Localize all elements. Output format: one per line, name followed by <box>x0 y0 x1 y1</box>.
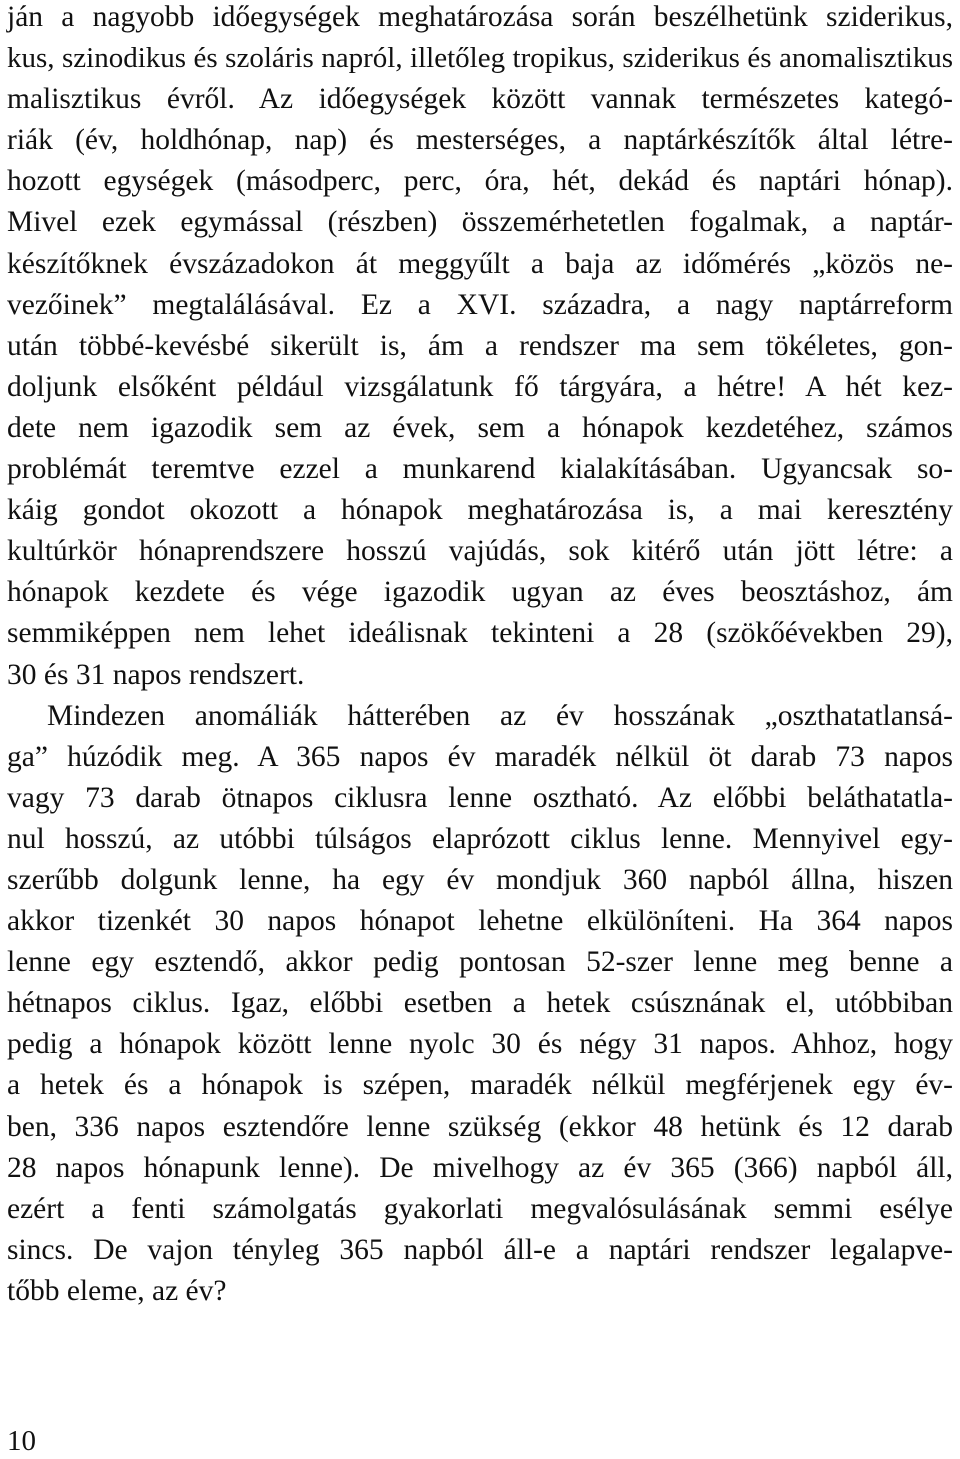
text-line: doljunk elsőként például vizsgálatunk fő tárgyára, a hétre! A hét kez- <box>7 370 953 403</box>
text-line: ga” húzódik meg. A 365 napos év maradék nélkül öt darab 73 napos <box>7 740 953 773</box>
page-number: 10 <box>7 1425 36 1457</box>
paragraph-2 <box>7 696 953 1312</box>
text-line: készítőknek évszázadokon át meggyűlt a baja az időmérés „közös ne- <box>7 247 953 280</box>
text-line: malisztikus évről. Az időegységek között vannak természetes kategó- <box>7 83 953 116</box>
text-line: hónapok kezdete és vége igazodik ugyan az éves beosztáshoz, ám <box>7 576 953 609</box>
text-line: Mivel ezek egymással (részben) összemérhetetlen fogalmak, a naptár- <box>7 206 953 239</box>
text-line: Mindezen anomáliák hátterében az év hosszának „oszthatatlansá- <box>47 699 953 732</box>
text-line: vezőinek” megtalálásával. Ez a XVI. századra, a nagy naptárreform <box>7 288 953 321</box>
text-line: a hetek és a hónapok is szépen, maradék nélkül megférjenek egy év- <box>7 1069 953 1102</box>
text-line: problémát teremtve ezzel a munkarend kialakításában. Ugyancsak so- <box>7 453 953 486</box>
text-line: káig gondot okozott a hónapok meghatározása is, a mai keresztény <box>7 494 953 527</box>
text-line: ján a nagyobb időegységek meghatározása során beszélhetünk sziderikus, <box>7 1 953 33</box>
text-line: szerűbb dolgunk lenne, ha egy év mondjuk 360 napból állna, hiszen <box>7 863 953 896</box>
text-line: hétnapos ciklus. Igaz, előbbi esetben a hetek csúsznának el, utóbbiban <box>7 987 953 1020</box>
document-page <box>7 0 953 1312</box>
text-line: nul hosszú, az utóbbi túlságos elaprózott ciklus lenne. Mennyivel egy- <box>7 822 953 855</box>
text-line: lenne egy esztendő, akkor pedig pontosan 52-szer lenne meg benne a <box>7 946 953 979</box>
text-line: után többé-kevésbé sikerült is, ám a rendszer ma sem tökéletes, gon- <box>7 329 953 362</box>
text-line: 28 napos hónapunk lenne). De mivelhogy az év 365 (366) napból áll, <box>7 1151 953 1184</box>
text-line: pedig a hónapok között lenne nyolc 30 és négy 31 napos. Ahhoz, hogy <box>7 1028 953 1061</box>
text-line: riák (év, holdhónap, nap) és mesterséges, a naptárkészítők által létre- <box>7 124 953 157</box>
text-line: dete nem igazodik sem az évek, sem a hónapok kezdetéhez, számos <box>7 411 953 444</box>
text-line: kultúrkör hónaprendszere hosszú vajúdás, sok kitérő után jött létre: a <box>7 535 953 568</box>
text-line: ezért a fenti számolgatás gyakorlati megvalósulásának semmi esélye <box>7 1192 953 1225</box>
text-line: ben, 336 napos esztendőre lenne szükség (ekkor 48 hetünk és 12 darab <box>7 1110 953 1143</box>
text-line: kus, szinodikus és szoláris napról, illetőleg tropikus, sziderikus és anomalisztikus <box>7 42 953 75</box>
text-line: 30 és 31 napos rendszert. <box>7 658 305 691</box>
text-line: semmiképpen nem lehet ideálisnak tekinteni a 28 (szökőévekben 29), <box>7 617 953 650</box>
text-line: vagy 73 darab ötnapos ciklusra lenne osztható. Az előbbi beláthatatla- <box>7 781 953 814</box>
paragraph-1 <box>7 0 953 696</box>
text-line: hozott egységek (másodperc, perc, óra, hét, dekád és naptári hónap). <box>7 165 953 198</box>
text-line: akkor tizenkét 30 napos hónapot lehetne elkülöníteni. Ha 364 napos <box>7 905 953 938</box>
text-line: sincs. De vajon tényleg 365 napból áll-e a naptári rendszer legalapve- <box>7 1233 953 1266</box>
text-line: tőbb eleme, az év? <box>7 1274 227 1307</box>
